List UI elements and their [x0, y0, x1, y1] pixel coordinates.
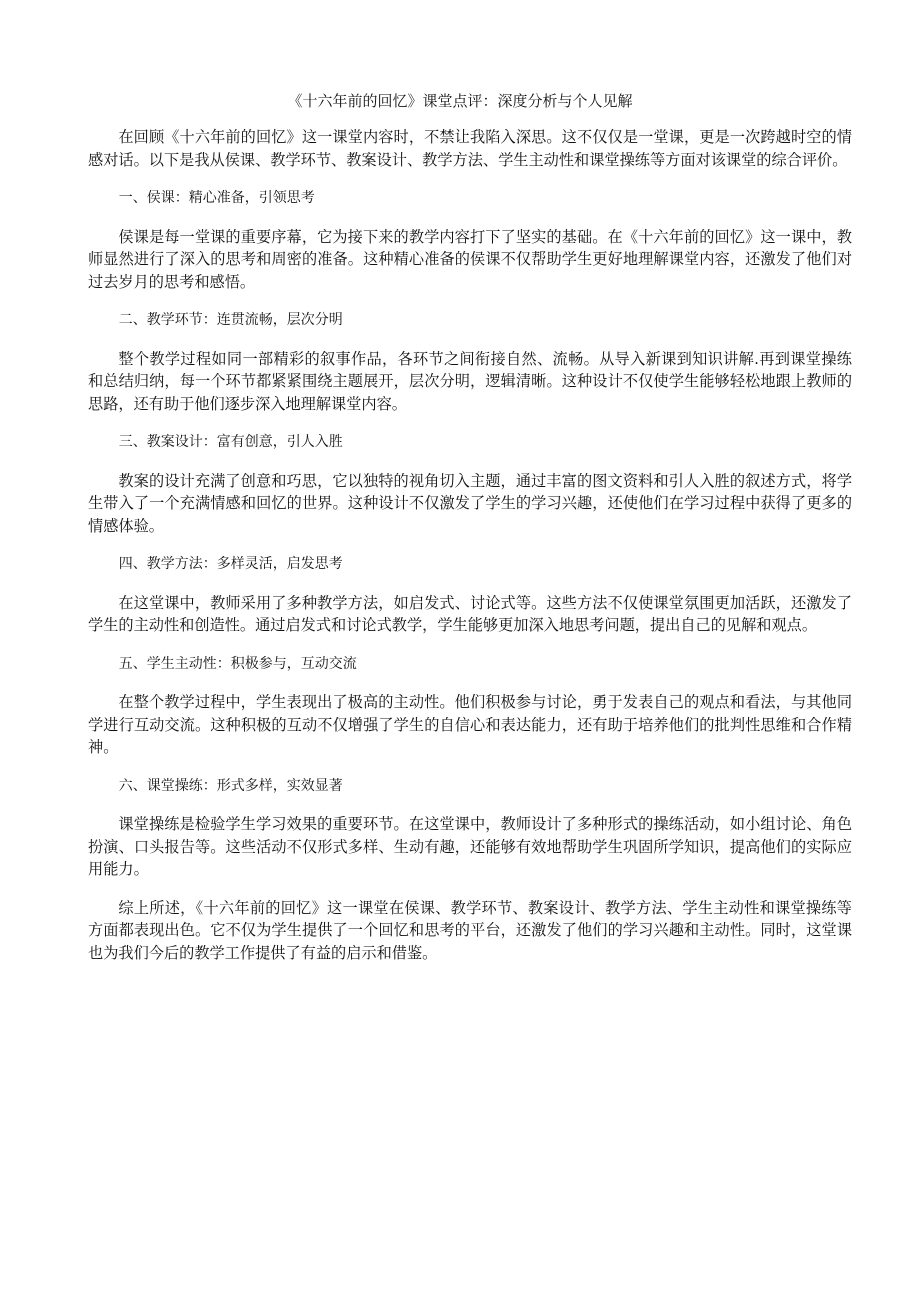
section-2-paragraph: 整个教学过程如同一部精彩的叙事作品，各环节之间衔接自然、流畅。从导入新课到知识讲解.再到课堂操练和总结归纳，每一个环节都紧紧围绕主题展开，层次分明，逻辑清晰。这种设计不仅使学生能够轻松地跟上教师的思路，还有助于他们逐步深入地理解课堂内容。: [88, 349, 852, 413]
section-6-heading: 六、课堂操练：形式多样，实效显著: [118, 777, 343, 794]
section-2-heading: 二、教学环节：连贯流畅，层次分明: [118, 312, 343, 328]
document-title: 《十六年前的回忆》课堂点评：深度分析与个人见解: [287, 92, 633, 110]
section-1-paragraph: 侯课是每一堂课的重要序幕，它为接下来的教学内容打下了坚实的基础。在《十六年前的回忆》这一课中，教师显然进行了深入的思考和周密的准备。这种精心准备的侯课不仅帮助学生更好地理解课堂内容，还激发了他们对过去岁月的思考和感悟。: [88, 227, 852, 291]
section-4-paragraph: 在这堂课中，教师采用了多种教学方法，如启发式、讨论式等。这些方法不仅使课堂氛围更加活跃，还激发了学生的主动性和创造性。通过启发式和讨论式教学，学生能够更加深入地思考问题，提出自己的见解和观点。: [88, 593, 852, 634]
section-3-heading: 三、教案设计：富有创意，引人入胜: [118, 434, 343, 450]
section-3-paragraph: 教案的设计充满了创意和巧思，它以独特的视角切入主题，通过丰富的图文资料和引人入胜的叙述方式，将学生带入了一个充满情感和回忆的世界。这种设计不仅激发了学生的学习兴趣，还使他们在学习过程中获得了更多的情感体验。: [88, 471, 852, 535]
intro-paragraph: 在回顾《十六年前的回忆》这一课堂内容时，不禁让我陷入深思。这不仅仅是一堂课，更是一次跨越时空的情感对话。以下是我从侯课、教学环节、教案设计、教学方法、学生主动性和课堂操练等方面对该课堂的综合评价。: [88, 128, 852, 169]
section-6-paragraph: 课堂操练是检验学生学习效果的重要环节。在这堂课中，教师设计了多种形式的操练活动，如小组讨论、角色扮演、口头报告等。这些活动不仅形式多样、生动有趣，还能够有效地帮助学生巩固所学知识，提高他们的实际应用能力。: [88, 815, 852, 878]
section-5-paragraph: 在整个教学过程中，学生表现出了极高的主动性。他们积极参与讨论，勇于发表自己的观点和看法，与其他同学进行互动交流。这种积极的互动不仅增强了学生的自信心和表达能力，还有助于培养他们的批判性思维和合作精神。: [88, 693, 852, 756]
section-4-heading: 四、教学方法：多样灵活，启发思考: [118, 556, 343, 572]
document-body: [88, 126, 852, 980]
conclusion-paragraph: 综上所述，《十六年前的回忆》这一课堂在侯课、教学环节、教案设计、教学方法、学生主动性和课堂操练等方面都表现出色。它不仅为学生提供了一个回忆和思考的平台，还激发了他们的学习兴趣和主动性。同时，这堂课也为我们今后的教学工作提供了有益的启示和借鉴。: [88, 898, 852, 962]
section-5-heading: 五、学生主动性：积极参与，互动交流: [118, 655, 357, 672]
section-1-heading: 一、侯课：精心准备，引领思考: [118, 190, 315, 206]
